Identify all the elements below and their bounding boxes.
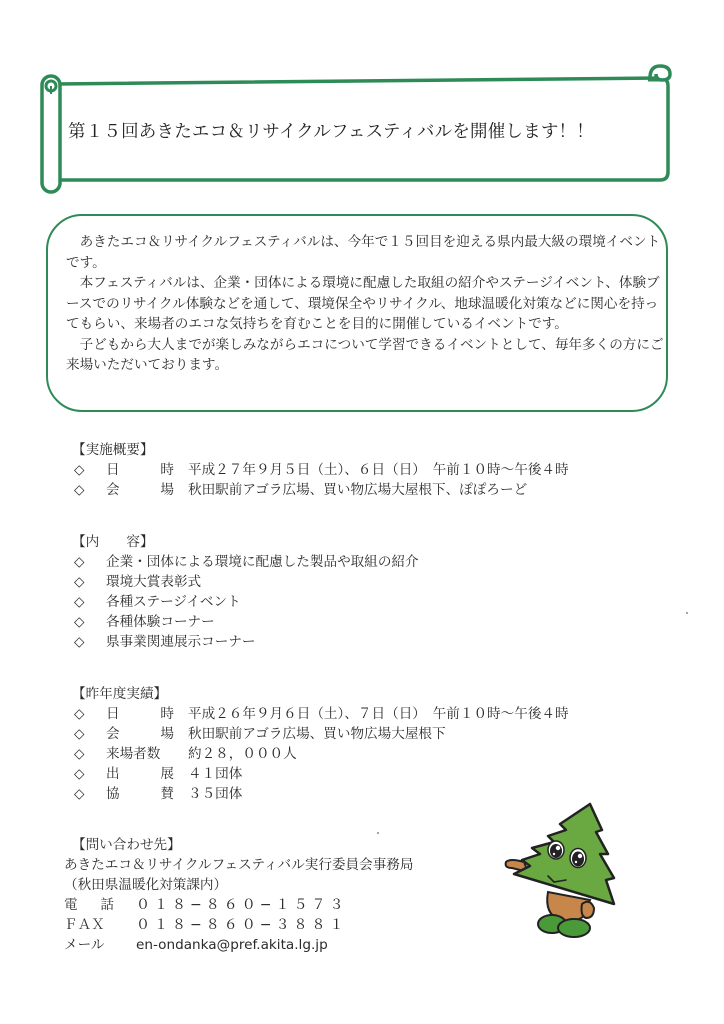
title-banner [36,62,678,196]
diamond-bullet-icon: ◇ [74,766,85,782]
last-year-row-exhibitors [72,764,569,784]
last-year-row-datetime [72,704,569,724]
contact-heading: 【問い合わせ先】 [72,837,181,853]
row-label: 日 時 [106,462,174,478]
scan-speck [377,832,379,834]
phone-number: ０１８−８６０−１５７３ [136,897,348,913]
intro-text [66,232,666,376]
diamond-bullet-icon: ◇ [74,746,85,762]
last-year-row-visitors [72,744,569,764]
row-label: 日 時 [106,706,174,722]
overview-row-venue [72,480,569,500]
email-label: メール [64,937,105,953]
diamond-bullet-icon: ◇ [74,786,85,802]
overview-row-datetime [72,460,569,480]
row-value: ３５団体 [188,786,243,802]
page-title: 第１５回あきたエコ＆リサイクルフェスティバルを開催します！！ [68,122,594,142]
tree-mascot-icon [490,792,650,942]
intro-paragraph: あきたエコ＆リサイクルフェスティバルは、今年で１５回目を迎える県内最大級の環境イベントです。 [66,234,661,271]
diamond-bullet-icon: ◇ [74,462,85,478]
contact-phone-row [64,895,414,915]
diamond-bullet-icon: ◇ [74,594,85,610]
row-label: 出 展 [106,766,174,782]
last-year-heading: 【昨年度実績】 [72,686,168,702]
fax-label: ＦＡＸ [64,917,105,933]
contact-organization: あきたエコ＆リサイクルフェスティバル実行委員会事務局 [64,857,414,873]
row-value: 平成２７年９月５日（土）、６日（日） 午前１０時～午後４時 [188,462,569,478]
list-item-text: 環境大賞表彰式 [106,574,202,590]
scan-speck [686,612,688,614]
list-item [72,552,419,572]
email-address[interactable]: en-ondanka@pref.akita.lg.jp [136,937,328,953]
diamond-bullet-icon: ◇ [74,706,85,722]
contact-section [64,835,414,955]
list-item-text: 県事業関連展示コーナー [106,634,256,650]
list-item-text: 各種体験コーナー [106,614,215,630]
list-item [72,592,419,612]
diamond-bullet-icon: ◇ [74,482,85,498]
row-value: ４１団体 [188,766,243,782]
phone-label: 電 話 [64,897,114,913]
fax-number: ０１８−８６０−３８８１ [136,917,348,933]
last-year-section [72,684,569,804]
list-item [72,632,419,652]
list-item-text: 企業・団体による環境に配慮した製品や取組の紹介 [106,554,419,570]
row-label: 会 場 [106,482,174,498]
list-item [72,572,419,592]
row-value: 平成２６年９月６日（土）、７日（日） 午前１０時～午後４時 [188,706,569,722]
diamond-bullet-icon: ◇ [74,634,85,650]
last-year-row-venue [72,724,569,744]
contact-fax-row [64,915,414,935]
list-item-text: 各種ステージイベント [106,594,241,610]
intro-paragraph: 子どもから大人までが楽しみながらエコについて学習できるイベントとして、毎年多くの方にご来場いただいております。 [66,336,664,373]
overview-heading: 【実施概要】 [72,442,154,458]
overview-section [72,440,569,500]
diamond-bullet-icon: ◇ [74,554,85,570]
diamond-bullet-icon: ◇ [74,726,85,742]
contact-email-row [64,935,414,955]
list-item [72,612,419,632]
row-value: 約２８，０００人 [188,746,297,762]
diamond-bullet-icon: ◇ [74,574,85,590]
row-label: 協 賛 [106,786,174,802]
intro-paragraph: 本フェスティバルは、企業・団体による環境に配慮した取組の紹介やステージイベント、体験ブースでのリサイクル体験などを通して、環境保全やリサイクル、地球温暖化対策などに関心を持ってもらい、来場者のエコな気持ちを育むことを目的に開催しているイベントです。 [66,275,660,332]
contents-heading: 【内 容】 [72,534,154,550]
row-label: 会 場 [106,726,174,742]
intro-box [46,214,668,412]
contact-department: （秋田県温暖化対策課内） [64,877,228,893]
row-label: 来場者数 [106,746,161,762]
diamond-bullet-icon: ◇ [74,614,85,630]
row-value: 秋田駅前アゴラ広場、買い物広場大屋根下、ぽぽろーど [188,482,528,498]
row-value: 秋田駅前アゴラ広場、買い物広場大屋根下 [188,726,446,742]
contents-section [72,532,419,652]
